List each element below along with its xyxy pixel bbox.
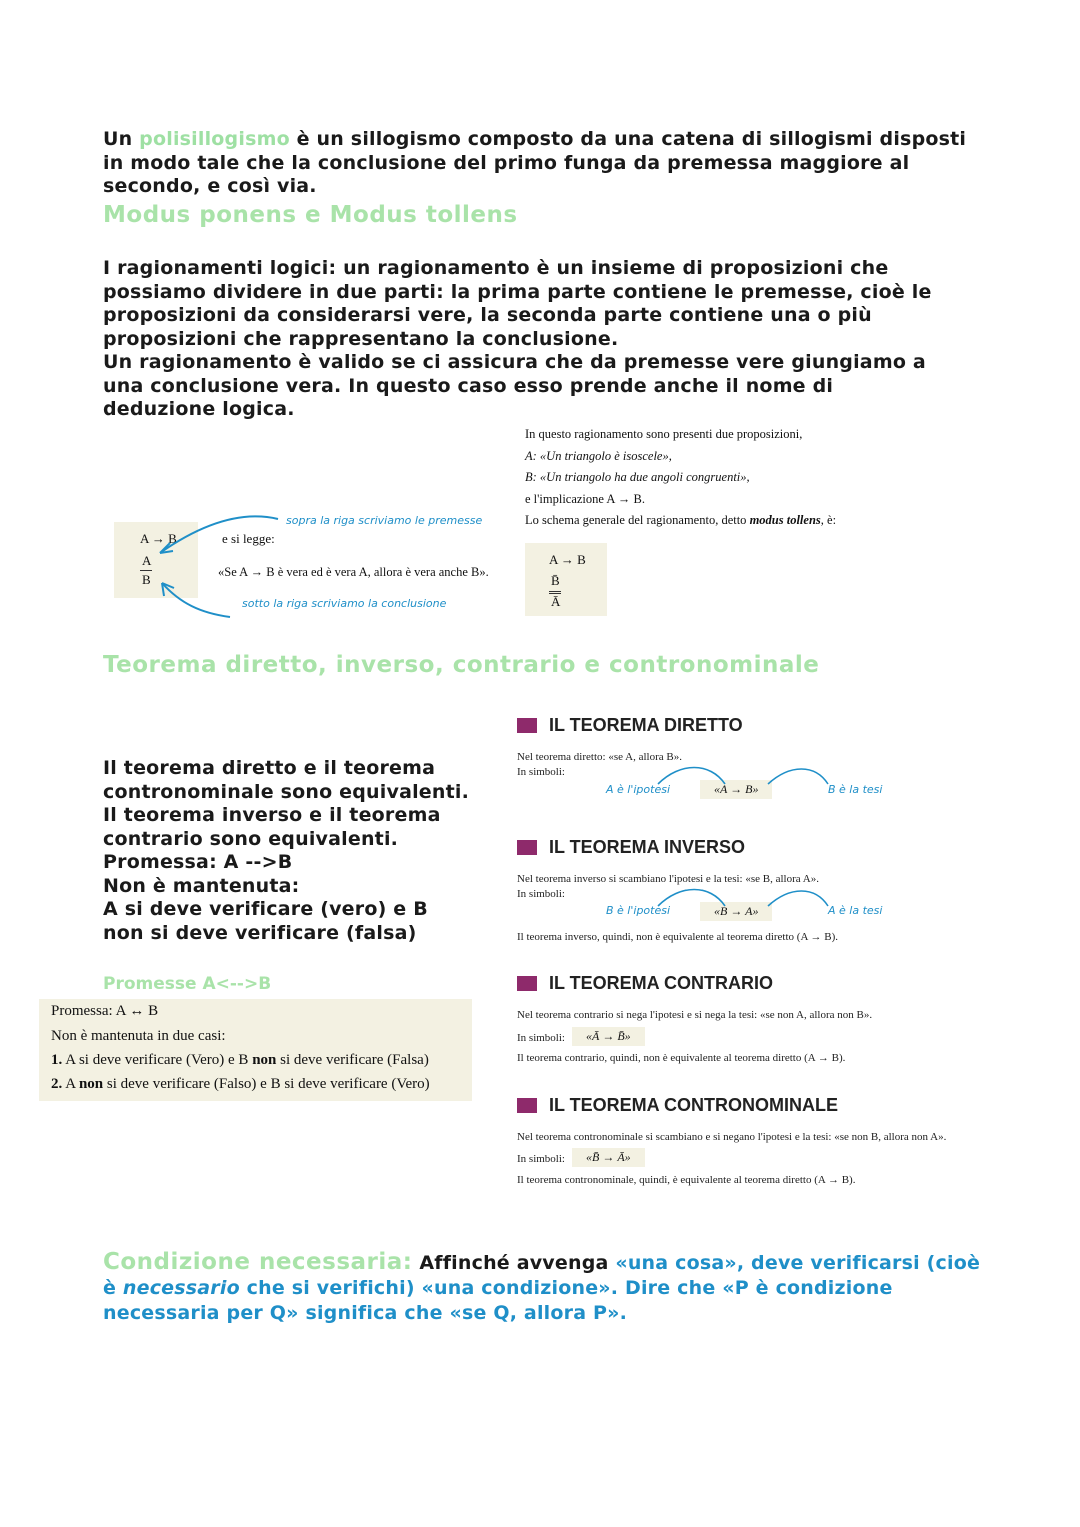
ponens-note-top: sopra la riga scriviamo le premesse (286, 514, 483, 527)
intro-term: polisillogismo (139, 128, 290, 150)
necessaria-term: Condizione necessaria: (103, 1249, 413, 1275)
promesse-title: Promesse A<-->B (103, 974, 272, 994)
notes-line: Il teorema diretto e il teorema contronominale sono equivalenti. Il teorema inverso e il teorema contrario sono equivalenti. (103, 757, 470, 850)
promessa-case-1 (51, 1048, 429, 1073)
thm-contronominale-conclusion: Il teorema contronominale, quindi, è equivalente al teorema diretto (A → B). (517, 1174, 856, 1186)
thm-contrario-line2: In simboli: (517, 1032, 565, 1044)
necessaria-blue: . (619, 1302, 628, 1324)
thm-contrario-line1: Nel teorema contrario si nega l'ipotesi e si nega la tesi: «se non A, allora non B». (517, 1009, 873, 1021)
promessa-box (39, 999, 472, 1101)
reasoning-text: , cioè le proposizioni da considerarsi vere, la seconda parte contiene una o più proposizioni che rappresentano la (103, 280, 932, 350)
intro-text-b: è un sillogismo composto da una catena di sillogismi disposti in modo tale che la conclusione del primo funga da premessa maggiore al secondo, e così via. (103, 128, 967, 197)
intro-paragraph (103, 128, 973, 199)
tollens-s3: Ā (551, 594, 561, 609)
tollens-text (525, 424, 925, 532)
thm-contrario-title: IL TEOREMA CONTRARIO (549, 973, 773, 993)
thm-inverso-conclusion: Il teorema inverso, quindi, non è equivalente al teorema diretto (A → B). (517, 931, 839, 943)
thm-diretto-symbol: «A → B» (700, 780, 772, 799)
tollens-l5a: Lo schema generale del ragionamento, detto (525, 513, 750, 527)
valid-bold: deduzione logica (103, 398, 288, 420)
thm-line: In simboli: (517, 766, 565, 778)
thm-inverso-symbol: «B → A» (700, 902, 772, 921)
thm-contrario-header (517, 973, 773, 994)
promessa-line: Promessa: A ↔ B (51, 1003, 159, 1019)
thm-line: In simboli: (517, 888, 565, 900)
reasoning-bold: conclusione (482, 327, 611, 350)
arrow-tesi (768, 769, 828, 784)
thm-contronominale-title: IL TEOREMA CONTRONOMINALE (549, 1095, 838, 1115)
thm-contronominale-line1: Nel teorema contronominale si scambiano e si negano l'ipotesi e la tesi: «se non B, allora non A». (517, 1131, 947, 1143)
thm-inverso-note-l: B è l'ipotesi (606, 904, 671, 917)
purple-square-icon (517, 840, 537, 855)
notes-l4c: si deve verificare (falsa) (143, 921, 417, 944)
tollens-s2: B̄ (551, 573, 560, 588)
tollens-s1: A → B (549, 552, 586, 567)
thm-diretto-note-r: B è la tesi (828, 783, 883, 796)
thm-contronominale-line2: In simboli: (517, 1153, 565, 1165)
necessaria-blue: «se Q, allora P» (449, 1302, 620, 1324)
necessaria-blue: , deve verificarsi (cioè è (103, 1252, 981, 1299)
promessa-line: Non è mantenuta in due casi: (51, 1028, 226, 1044)
teoremi-notes (103, 757, 473, 945)
purple-square-icon (517, 976, 537, 991)
case-number: 1. (51, 1052, 63, 1068)
thm-inverso-arrows (650, 884, 840, 914)
thm-inverso-header (517, 837, 745, 858)
thm-diretto-title: IL TEOREMA DIRETTO (549, 715, 743, 735)
thm-contronominale-header (517, 1095, 838, 1116)
ponens-arrows (140, 505, 300, 625)
arrow-ipotesi (658, 768, 725, 785)
thm-diretto-note-l: A è l'ipotesi (606, 783, 671, 796)
arrow-premesse (160, 516, 278, 553)
tollens-line: A: «Un triangolo è isoscele», (525, 448, 672, 463)
arrow-ipotesi (658, 890, 725, 907)
valid-bold: valido (318, 351, 385, 373)
arrow-tesi (768, 891, 828, 906)
necessaria-blue: «una cosa» (615, 1252, 737, 1274)
reasoning-text: I ragionamenti logici: un (103, 257, 378, 279)
thm-diretto-arrows (650, 762, 840, 792)
case-text: si deve verificare (Falsa) (276, 1052, 429, 1068)
tollens-l5c: , è: (820, 513, 837, 527)
thm-contrario-conclusion: Il teorema contrario, quindi, non è equivalente al teorema diretto (A → B). (517, 1052, 846, 1064)
reasoning-text: . (610, 327, 619, 350)
case-text: A si deve verificare (Vero) e B (65, 1052, 253, 1068)
ponens-line2: A (142, 553, 152, 568)
necessaria-blue: . Dire che (610, 1277, 723, 1299)
notes-line: Non è mantenuta: (103, 874, 300, 897)
reasoning-bold: premesse (740, 280, 847, 303)
case-bold: non (252, 1052, 277, 1068)
necessaria-paragraph (103, 1250, 983, 1326)
tollens-line: In questo ragionamento sono presenti due proposizioni, (525, 427, 803, 441)
tollens-scheme (525, 543, 607, 616)
ponens-reads: e si legge: (222, 531, 275, 546)
thm-line: Nel teorema inverso si scambiano l'ipotesi e la tesi: «se B, allora A». (517, 873, 819, 885)
case-number: 2. (51, 1076, 63, 1092)
necessaria-blue: «P è condizione necessaria per Q» (103, 1277, 893, 1324)
case-bold: non (78, 1076, 104, 1092)
necessaria-text: Affinché avvenga (412, 1252, 616, 1274)
ponens-quote: «Se A → B è vera ed è vera A, allora è vera anche B». (218, 565, 489, 579)
necessaria-blue-italic: necessario (122, 1277, 240, 1299)
necessaria-blue: che si verifichi) (239, 1277, 422, 1299)
thm-diretto-header (517, 715, 743, 736)
tollens-term: modus tollens (749, 513, 821, 527)
ponens-note-bottom: sotto la riga scriviamo la conclusione (242, 597, 447, 610)
thm-line: Nel teorema diretto: «se A, allora B». (517, 751, 682, 763)
notes-l4b: non (103, 921, 144, 944)
thm-contrario-symbol: «Ā → B̄» (572, 1027, 645, 1046)
reasoning-bold: ragionamento (377, 257, 530, 279)
intro-text-a: Un (103, 128, 140, 150)
thm-inverso-title: IL TEOREMA INVERSO (549, 837, 746, 857)
thm-contronominale-symbol: «B̄ → Ā» (572, 1148, 645, 1167)
thm-inverso-note-r: A è la tesi (828, 904, 883, 917)
purple-square-icon (517, 718, 537, 733)
case-text: si deve verificare (Falso) e B si deve verificare (Vero) (103, 1076, 430, 1092)
promessa-case-2 (51, 1072, 430, 1097)
valid-text: Un ragionamento è (103, 351, 319, 373)
tollens-line: B: «Un triangolo ha due angoli congruenti», (525, 470, 750, 484)
notes-line (103, 898, 473, 945)
notes-l4a: A si deve verificare (vero) e B (103, 898, 428, 920)
valid-text: . (287, 398, 295, 420)
reasoning-paragraph (103, 257, 933, 422)
notes-line: Promessa: A -->B (103, 851, 293, 873)
necessaria-blue: «una condizione» (421, 1277, 611, 1299)
section-title-teoremi: Teorema diretto, inverso, contrario e contronominale (103, 652, 820, 678)
case-text: A (65, 1076, 79, 1092)
ponens-line1: A → B (140, 531, 177, 546)
section-title-modus: Modus ponens e Modus tollens (103, 202, 518, 228)
tollens-line: e l'implicazione A → B. (525, 491, 645, 506)
ponens-line3: B (142, 572, 151, 587)
valid-text: se ci assicura che da premesse vere giungiamo a una conclusione vera. In questo caso esso prende anche il nome di (103, 351, 926, 397)
purple-square-icon (517, 1098, 537, 1113)
necessaria-blue: significa che (298, 1302, 450, 1324)
reasoning-text: è un insieme di proposizioni che possiamo dividere in due parti: la prima parte contiene le (103, 257, 889, 303)
tollens-line (525, 510, 925, 532)
